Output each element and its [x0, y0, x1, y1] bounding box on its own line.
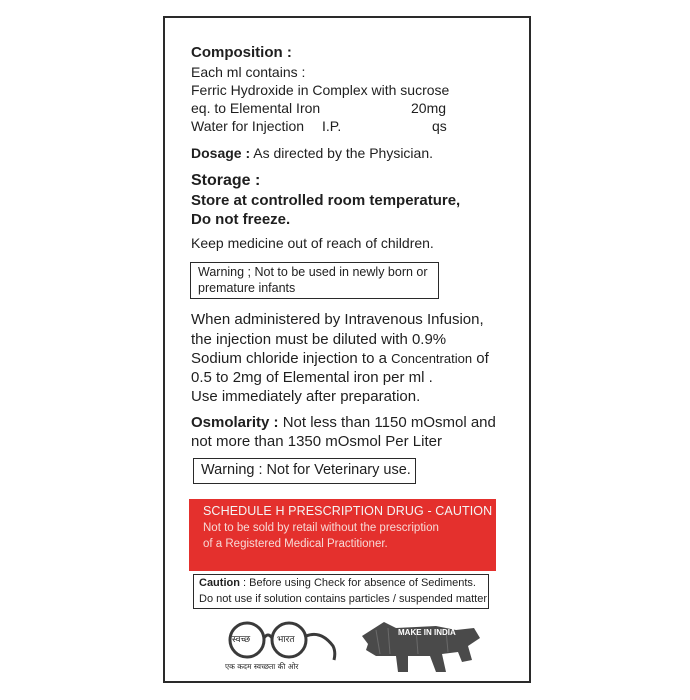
- caution-line-1: [199, 577, 476, 589]
- warning-newborn-line-2: premature infants: [198, 281, 296, 295]
- composition-line-3-value: qs: [432, 118, 447, 134]
- composition-line-3-label: Water for Injection: [191, 118, 305, 134]
- dosage-text: As directed by the Physician.: [253, 145, 434, 161]
- dosage-line: [191, 145, 433, 161]
- caution-label: Caution: [199, 577, 240, 589]
- infusion-line-4: 0.5 to 2mg of Elemental iron per ml .: [191, 369, 433, 386]
- bharat-word: भारत: [277, 635, 295, 645]
- composition-line-2-label: eq. to Elemental Iron: [191, 100, 321, 116]
- dosage-label: Dosage :: [191, 145, 251, 161]
- warning-newborn-line-1: Warning ; Not to be used in newly born or: [198, 265, 428, 279]
- swachh-bharat-logo: [217, 616, 342, 674]
- infusion-line-3c: of: [476, 350, 489, 367]
- schedule-h-line-1: Not to be sold by retail without the prescription: [203, 522, 439, 534]
- composition-intro: Each ml contains :: [191, 64, 306, 80]
- warning-vet-text: Warning : Not for Veterinary use.: [201, 462, 411, 478]
- caution-line-2: Do not use if solution contains particles / suspended matter: [199, 593, 487, 605]
- schedule-h-line-2: of a Registered Medical Practitioner.: [203, 538, 388, 550]
- infusion-line-3a: Sodium chloride injection to a: [191, 350, 387, 367]
- storage-heading: Storage :: [191, 172, 261, 189]
- storage-line-1: Store at controlled room temperature,: [191, 192, 461, 209]
- osmolarity-line-2: not more than 1350 mOsmol Per Liter: [191, 433, 442, 450]
- swachh-word: स्वच्छ: [232, 635, 251, 645]
- swachh-tagline: एक कदम स्वच्छता की ओर: [225, 662, 299, 671]
- composition-line-3-standard: I.P.: [322, 118, 342, 134]
- composition-line-2-value: 20mg: [411, 100, 447, 116]
- schedule-h-title: SCHEDULE H PRESCRIPTION DRUG - CAUTION: [203, 504, 493, 518]
- composition-heading: Composition :: [191, 44, 292, 61]
- osmolarity-text-1: Not less than 1150 mOsmol and: [282, 414, 496, 431]
- infusion-line-2: the injection must be diluted with 0.9%: [191, 331, 447, 348]
- infusion-line-3: [191, 350, 489, 367]
- osmolarity-line-1: [191, 414, 496, 431]
- make-in-india-text: MAKE IN INDIA: [398, 628, 456, 637]
- caution-line-1-rest: : Before using Check for absence of Sediments.: [243, 577, 476, 589]
- lion-icon: [356, 616, 486, 676]
- composition-line-1: Ferric Hydroxide in Complex with sucrose: [191, 82, 450, 98]
- storage-line-2: Do not freeze.: [191, 211, 291, 228]
- infusion-line-1: When administered by Intravenous Infusion,: [191, 311, 484, 328]
- storage-keep: Keep medicine out of reach of children.: [191, 235, 434, 251]
- osmolarity-label: Osmolarity :: [191, 414, 279, 431]
- make-in-india-logo: [356, 616, 486, 676]
- infusion-line-5: Use immediately after preparation.: [191, 388, 421, 405]
- infusion-line-3b: Concentration: [391, 351, 473, 366]
